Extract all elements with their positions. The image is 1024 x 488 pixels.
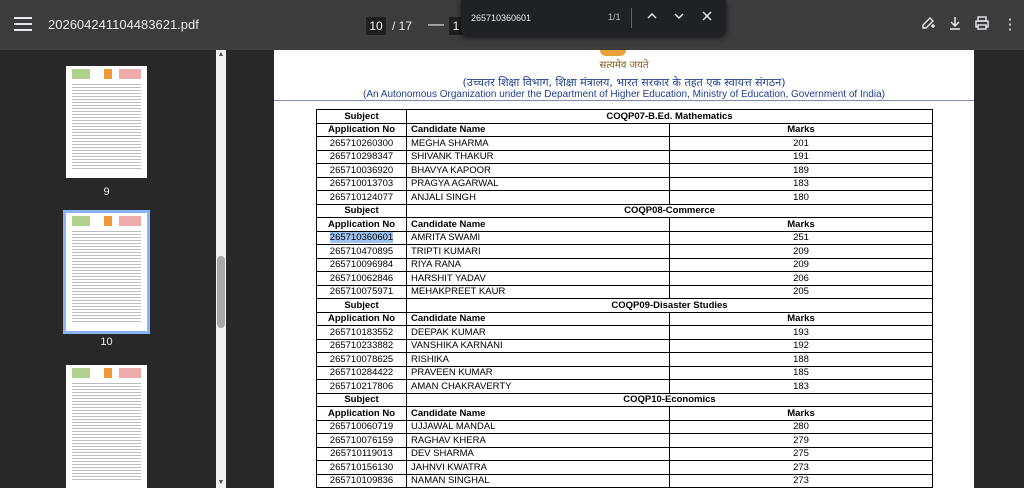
application-no-text: 265710260300	[329, 137, 394, 149]
candidate-name-cell: PRAGYA AGARWAL	[407, 177, 670, 191]
application-no-text: 265710124077	[329, 191, 394, 203]
marks-cell: 279	[670, 434, 933, 448]
marks-cell: 206	[670, 272, 933, 286]
table-row	[317, 245, 933, 259]
application-no-cell	[317, 420, 407, 434]
application-no-text: 265710284422	[329, 367, 394, 379]
application-no-text: 265710076159	[329, 434, 394, 446]
marks-cell: 188	[670, 353, 933, 367]
application-no-text: 265710075971	[329, 286, 394, 298]
page-thumbnail-11[interactable]	[66, 365, 147, 488]
candidate-name-cell: RIYA RANA	[407, 258, 670, 272]
table-row	[317, 258, 933, 272]
candidate-name-cell: ANJALI SINGH	[407, 191, 670, 205]
column-header-candidate-name: Candidate Name	[407, 218, 670, 232]
candidate-name-cell: UJJAWAL MANDAL	[407, 420, 670, 434]
table-row	[317, 164, 933, 178]
pdf-page	[274, 50, 974, 488]
candidate-name-cell: HARSHIT YADAV	[407, 272, 670, 286]
subject-code: COQP10-Economics	[407, 393, 933, 407]
application-no-cell	[317, 353, 407, 367]
application-no-cell	[317, 150, 407, 164]
subject-code: COQP07-B.Ed. Mathematics	[407, 110, 933, 124]
application-no-cell	[317, 258, 407, 272]
page-number-input[interactable]: 10	[366, 17, 386, 35]
subject-code: COQP09-Disaster Studies	[407, 299, 933, 313]
column-header-application-no: Application No	[317, 218, 407, 232]
subject-row	[317, 393, 933, 407]
application-no-text: 265710298347	[329, 151, 394, 163]
marks-cell: 273	[670, 461, 933, 475]
subject-row	[317, 204, 933, 218]
application-no-cell	[317, 447, 407, 461]
table-row	[317, 420, 933, 434]
application-no-cell	[317, 434, 407, 448]
application-no-text: 265710183552	[329, 326, 394, 338]
application-no-text: 265710060719	[329, 421, 394, 433]
column-header-row	[317, 218, 933, 232]
page-thumbnail-9[interactable]	[66, 66, 147, 178]
candidate-name-cell: MEGHA SHARMA	[407, 137, 670, 151]
header-divider	[274, 100, 974, 101]
application-no-cell	[317, 191, 407, 205]
column-header-candidate-name: Candidate Name	[407, 312, 670, 326]
marks-cell: 183	[670, 177, 933, 191]
application-no-text: 265710470895	[329, 245, 394, 257]
application-no-cell	[317, 245, 407, 259]
application-no-cell	[317, 164, 407, 178]
page-total: / 17	[392, 19, 413, 33]
candidate-name-cell: DEEPAK KUMAR	[407, 326, 670, 340]
table-row	[317, 137, 933, 151]
table-row	[317, 461, 933, 475]
candidate-name-cell: BHAVYA KAPOOR	[407, 164, 670, 178]
column-header-row	[317, 123, 933, 137]
application-no-text: 265710119013	[330, 448, 393, 460]
results-table	[316, 109, 933, 488]
application-no-text: 265710062846	[329, 272, 394, 284]
column-header-marks: Marks	[670, 312, 933, 326]
thumbnail-sidebar	[0, 50, 228, 488]
table-row	[317, 353, 933, 367]
marks-cell: 280	[670, 420, 933, 434]
table-row	[317, 434, 933, 448]
candidate-name-cell: VANSHIKA KARNANI	[407, 339, 670, 353]
column-header-application-no: Application No	[317, 407, 407, 421]
find-divider	[631, 8, 632, 28]
column-header-candidate-name: Candidate Name	[407, 123, 670, 137]
thumbnail-label: 10	[100, 336, 113, 348]
subject-label: Subject	[317, 299, 407, 313]
marks-cell: 180	[670, 191, 933, 205]
application-no-cell	[317, 474, 407, 488]
subject-label: Subject	[317, 110, 407, 124]
application-no-cell	[317, 461, 407, 475]
column-header-marks: Marks	[670, 123, 933, 137]
subject-row	[317, 110, 933, 124]
annotate-icon[interactable]	[918, 15, 938, 35]
marks-cell: 205	[670, 285, 933, 299]
candidate-name-cell: TRIPTI KUMARI	[407, 245, 670, 259]
candidate-name-cell: MEHAKPREET KAUR	[407, 285, 670, 299]
download-icon[interactable]	[945, 15, 965, 35]
application-no-cell	[317, 177, 407, 191]
table-row	[317, 150, 933, 164]
candidate-name-cell: DEV SHARMA	[407, 447, 670, 461]
application-no-text: 265710078625	[329, 353, 394, 365]
table-row	[317, 474, 933, 488]
subject-code: COQP08-Commerce	[407, 204, 933, 218]
national-emblem-icon	[600, 50, 626, 56]
application-no-cell	[317, 272, 407, 286]
application-no-text: 265710233882	[329, 340, 394, 352]
table-row	[317, 339, 933, 353]
table-row	[317, 366, 933, 380]
application-no-text: 265710217806	[329, 380, 394, 392]
marks-cell: 183	[670, 380, 933, 394]
org-english-subtitle: (An Autonomous Organization under the Department of Higher Education, Ministry of Education, Government of India)	[363, 89, 885, 100]
application-no-text: 265710096984	[329, 259, 394, 271]
marks-cell: 251	[670, 231, 933, 245]
marks-cell: 193	[670, 326, 933, 340]
column-header-application-no: Application No	[317, 312, 407, 326]
find-result-count: 1/1	[608, 12, 621, 22]
table-row	[317, 380, 933, 394]
column-header-row	[317, 312, 933, 326]
column-header-row	[317, 407, 933, 421]
page-thumbnail-10[interactable]	[66, 213, 147, 331]
application-no-text: 265710156130	[329, 461, 394, 473]
application-no-cell	[317, 366, 407, 380]
subject-label: Subject	[317, 393, 407, 407]
find-previous-icon[interactable]	[643, 9, 661, 27]
column-header-marks: Marks	[670, 407, 933, 421]
table-row	[317, 191, 933, 205]
application-no-text: 265710013703	[329, 178, 394, 190]
sidebar-scrollbar-thumb[interactable]	[217, 256, 225, 328]
find-close-icon[interactable]	[698, 9, 716, 27]
candidate-name-cell: RISHIKA	[407, 353, 670, 367]
search-highlight: 265710360601	[329, 232, 394, 244]
scroll-down-icon[interactable]: ▼	[217, 479, 225, 486]
org-hindi-subtitle: (उच्चतर शिक्षा विभाग, शिक्षा मंत्रालय, भारत सरकार के तहत एक स्वायत्त संगठन)	[462, 76, 786, 89]
application-no-text: 265710109836	[329, 475, 394, 487]
candidate-name-cell: SHIVANK THAKUR	[407, 150, 670, 164]
application-no-cell	[317, 231, 407, 245]
find-next-icon[interactable]	[670, 9, 688, 27]
subject-label: Subject	[317, 204, 407, 218]
column-header-candidate-name: Candidate Name	[407, 407, 670, 421]
application-no-cell	[317, 285, 407, 299]
marks-cell: 275	[670, 447, 933, 461]
marks-cell: 192	[670, 339, 933, 353]
marks-cell: 191	[670, 150, 933, 164]
candidate-name-cell: AMAN CHAKRAVERTY	[407, 380, 670, 394]
table-row	[317, 231, 933, 245]
thumbnail-label: 9	[103, 186, 110, 198]
print-icon[interactable]	[972, 15, 992, 35]
application-no-cell	[317, 380, 407, 394]
menu-icon[interactable]	[14, 17, 32, 33]
column-header-marks: Marks	[670, 218, 933, 232]
marks-cell: 201	[670, 137, 933, 151]
marks-cell: 273	[670, 474, 933, 488]
marks-cell: 209	[670, 245, 933, 259]
application-no-cell	[317, 339, 407, 353]
marks-cell: 185	[670, 366, 933, 380]
candidate-name-cell: NAMAN SINGHAL	[407, 474, 670, 488]
subject-row	[317, 299, 933, 313]
document-filename: 20260424110448362​1.pdf	[48, 17, 199, 32]
marks-cell: 189	[670, 164, 933, 178]
zoom-input[interactable]: 1	[449, 17, 463, 35]
zoom-out-icon[interactable]: —	[428, 16, 444, 33]
candidate-name-cell: RAGHAV KHERA	[407, 434, 670, 448]
candidate-name-cell: PRAVEEN KUMAR	[407, 366, 670, 380]
table-row	[317, 285, 933, 299]
find-input[interactable]	[471, 9, 601, 27]
column-header-application-no: Application No	[317, 123, 407, 137]
table-row	[317, 177, 933, 191]
marks-cell: 209	[670, 258, 933, 272]
find-bar	[461, 0, 726, 36]
table-row	[317, 326, 933, 340]
application-no-cell	[317, 326, 407, 340]
table-row	[317, 272, 933, 286]
candidate-name-cell: AMRITA SWAMI	[407, 231, 670, 245]
application-no-text: 265710036920	[329, 164, 394, 176]
emblem-motto: सत्यमेव जयते	[599, 60, 649, 71]
scroll-up-icon[interactable]: ▲	[217, 51, 225, 58]
candidate-name-cell: JAHNVI KWATRA	[407, 461, 670, 475]
application-no-cell	[317, 137, 407, 151]
viewer-right-margin	[974, 50, 1024, 488]
more-vert-icon[interactable]: ⋮	[1002, 16, 1018, 33]
table-row	[317, 447, 933, 461]
